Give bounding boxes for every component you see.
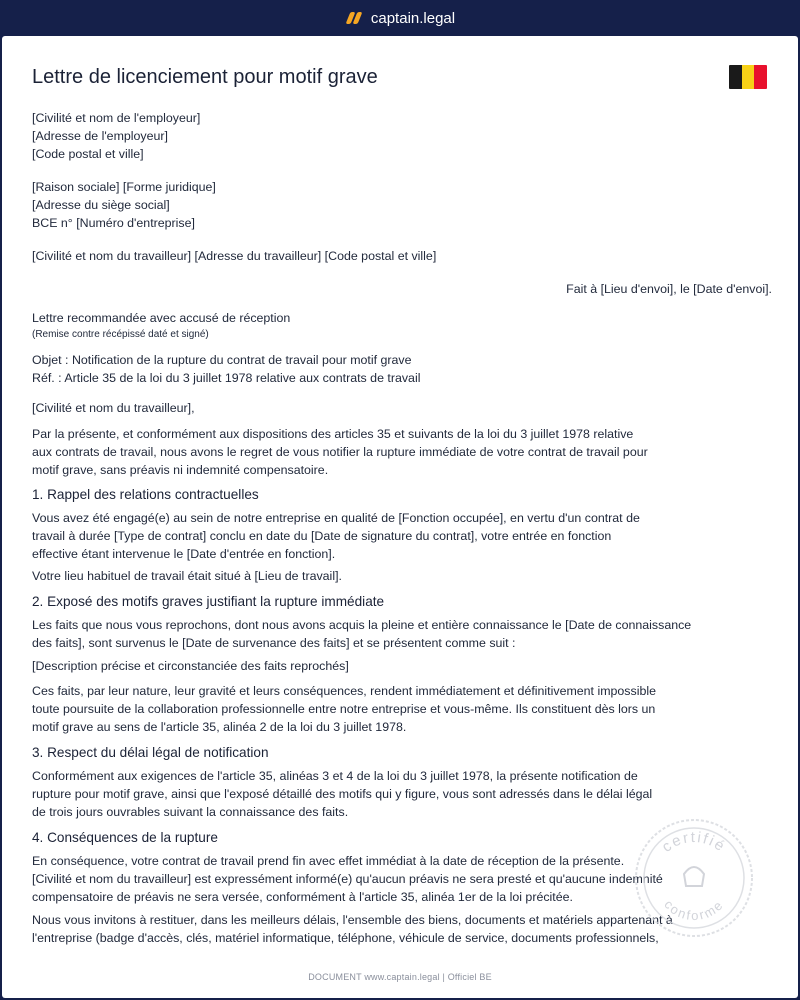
section-line: [Civilité et nom du travailleur] est expressément informé(e) qu'aucun préavis ne sera presté et qu'aucune indemnité bbox=[32, 872, 663, 886]
place-date-text: Fait à [Lieu d'envoi], le [Date d'envoi]. bbox=[566, 282, 772, 296]
registered-note: (Remise contre récépissé daté et signé) bbox=[32, 329, 209, 340]
section-line: Conformément aux exigences de l'article 35, alinéas 3 et 4 de la loi du 3 juillet 1978, la présente notification de bbox=[32, 769, 638, 783]
intro-line: Par la présente, et conformément aux dispositions des articles 35 et suivants de la loi du 3 juillet 1978 relative bbox=[32, 427, 634, 441]
seal-bottom-text: conforme bbox=[661, 896, 727, 924]
section-line: des faits], sont survenus le [Date de survenance des faits] et se présentent comme suit : bbox=[32, 636, 516, 650]
section-line: de trois jours ouvrables suivant la connaissance des faits. bbox=[32, 805, 349, 819]
employer-line: [Civilité et nom de l'employeur] bbox=[32, 111, 201, 125]
intro-paragraph bbox=[32, 425, 772, 479]
worker-address-text: [Civilité et nom du travailleur] [Adresse du travailleur] [Code postal et ville] bbox=[32, 249, 437, 263]
captain-logo-icon bbox=[345, 11, 363, 25]
section-line: Les faits que nous vous reprochons, dont nous avons acquis la pleine et entière connaissance le [Date de connaissance bbox=[32, 618, 692, 632]
reference-line: Réf. : Article 35 de la loi du 3 juillet 1978 relative aux contrats de travail bbox=[32, 371, 421, 385]
belgium-flag-icon bbox=[729, 65, 767, 89]
document-page bbox=[2, 36, 798, 998]
registered-block bbox=[32, 309, 772, 342]
section-line: travail à durée [Type de contrat] conclu en date du [Date de signature du contrat], votre entrée en fonction bbox=[32, 529, 612, 543]
document-title: Lettre de licenciement pour motif grave bbox=[32, 66, 378, 88]
section-3 bbox=[32, 744, 772, 821]
brand-name[interactable]: captain.legal bbox=[370, 9, 456, 27]
company-line: BCE n° [Numéro d'entreprise] bbox=[32, 216, 195, 230]
footer: DOCUMENT www.captain.legal | Officiel BE bbox=[308, 972, 492, 982]
section-1 bbox=[32, 486, 772, 585]
subject-line: Objet : Notification de la rupture du contrat de travail pour motif grave bbox=[32, 353, 412, 367]
salutation bbox=[32, 399, 772, 417]
subject-block bbox=[32, 351, 772, 387]
section-line: En conséquence, votre contrat de travail prend fin avec effet immédiat à la date de réception de la présente. bbox=[32, 854, 625, 868]
intro-line: aux contrats de travail, nous avons le regret de vous notifier la rupture immédiate de votre contrat de travail pour bbox=[32, 445, 648, 459]
section-heading: 4. Conséquences de la rupture bbox=[32, 830, 218, 845]
company-block bbox=[32, 178, 772, 232]
company-line: [Adresse du siège social] bbox=[32, 198, 170, 212]
certified-seal-icon bbox=[632, 816, 756, 940]
employer-block bbox=[32, 109, 772, 163]
section-line: Votre lieu habituel de travail était situé à [Lieu de travail]. bbox=[32, 569, 342, 583]
top-bar bbox=[0, 0, 800, 36]
section-line: Vous avez été engagé(e) au sein de notre entreprise en qualité de [Fonction occupée], en vertu d'un contrat de bbox=[32, 511, 640, 525]
section-heading: 3. Respect du délai légal de notification bbox=[32, 745, 269, 760]
registered-text: Lettre recommandée avec accusé de réception bbox=[32, 311, 291, 325]
section-line: l'entreprise (badge d'accès, clés, matériel informatique, téléphone, véhicule de service, documents professionnels, bbox=[32, 931, 659, 945]
place-date bbox=[32, 280, 772, 298]
worker-address bbox=[32, 247, 772, 265]
section-line: rupture pour motif grave, ainsi que l'exposé détaillé des motifs qui y figure, vous sont adressés dans le délai légal bbox=[32, 787, 653, 801]
section-line: motif grave au sens de l'article 35, alinéa 2 de la loi du 3 juillet 1978. bbox=[32, 720, 407, 734]
section-line: toute poursuite de la collaboration professionnelle entre notre entreprise et vous-même. Ils constituent dès lors un bbox=[32, 702, 656, 716]
salutation-text: [Civilité et nom du travailleur], bbox=[32, 401, 195, 415]
section-line: Nous vous invitons à restituer, dans les meilleurs délais, l'ensemble des biens, documents et matériels appartenant à bbox=[32, 913, 673, 927]
section-line: effective étant intervenue le [Date d'entrée en fonction]. bbox=[32, 547, 336, 561]
section-heading: 1. Rappel des relations contractuelles bbox=[32, 487, 259, 502]
section-2 bbox=[32, 593, 772, 736]
section-line: compensatoire de préavis ne sera versée, conformément à l'article 35, alinéa 1er de la loi précitée. bbox=[32, 890, 573, 904]
intro-line: motif grave, sans préavis ni indemnité compensatoire. bbox=[32, 463, 329, 477]
section-line: Ces faits, par leur nature, leur gravité et leurs conséquences, rendent immédiatement et définitivement impossible bbox=[32, 684, 656, 698]
employer-line: [Adresse de l'employeur] bbox=[32, 129, 168, 143]
employer-line: [Code postal et ville] bbox=[32, 147, 144, 161]
seal-top-text: certifié bbox=[658, 828, 730, 856]
company-line: [Raison sociale] [Forme juridique] bbox=[32, 180, 216, 194]
section-heading: 2. Exposé des motifs graves justifiant la rupture immédiate bbox=[32, 594, 385, 609]
section-line: [Description précise et circonstanciée des faits reprochés] bbox=[32, 659, 349, 673]
